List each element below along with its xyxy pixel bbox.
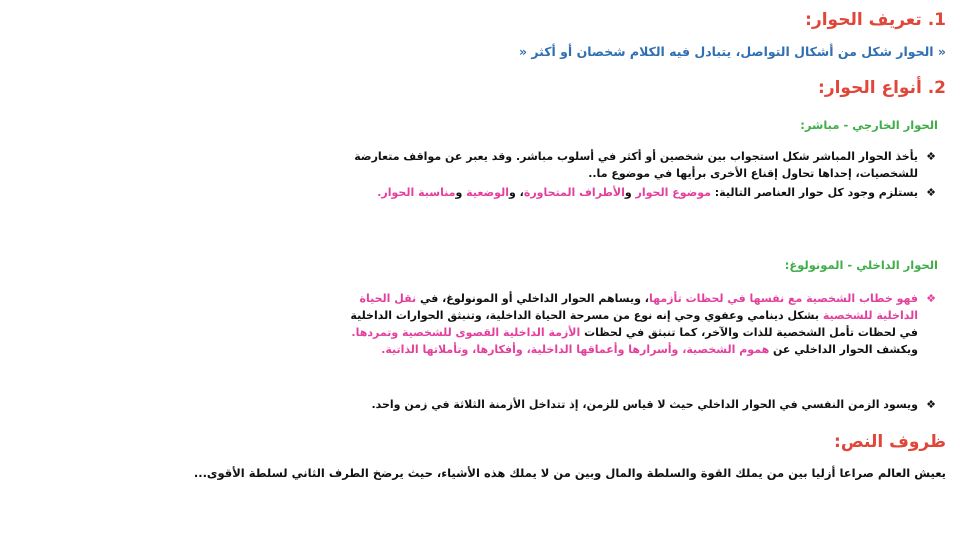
highlight-text: هموم الشخصية، وأسرارها وأعماقها الداخلية، وأفكارها، وتأملاتها الذاتية. — [381, 343, 770, 356]
circumstances-text: يعيش العالم صراعا أزليا بين من يملك القوة والسلطة والمال وبين من لا يملك هذه الأشياء، حيث يرضخ الطرف الثاني لسلطة الأقوى... — [193, 466, 946, 480]
bullet-text: ويكشف الحوار الداخلي عن — [769, 343, 918, 356]
dialogue-definition: « الحوار شكل من أشكال التواصل، يتبادل فيه الكلام شخصان أو أكثر « — [518, 44, 946, 59]
subheading-external-dialogue: الحوار الخارجي - مباشر: — [800, 118, 938, 132]
separator: و — [624, 186, 636, 199]
bullet-text: في لحظات تأمل الشخصية للذات والآخر، كما تنبثق في لحظات — [580, 326, 918, 339]
bullet-marker-icon: ❖ — [926, 186, 936, 199]
subheading-internal-dialogue: الحوار الداخلي - المونولوغ: — [784, 258, 938, 272]
bullet-external-2 — [377, 184, 938, 201]
heading-dialogue-definition: 1. تعريف الحوار: — [805, 10, 946, 30]
bullet-external-1 — [354, 148, 938, 182]
bullet-line: يأخذ الحوار المباشر شكل استجواب بين شخصين أو أكثر في أسلوب مباشر. وقد يعبر عن مواقف متعارضة — [354, 150, 918, 163]
separator: ، و — [508, 186, 524, 199]
bullet-text: بشكل دينامي وعفوي وحي إنه نوع من مسرحة الحياة الداخلية، وتنبثق الحوارات الداخلية — [350, 309, 823, 322]
highlight-text: الأزمة الداخلية القصوى للشخصية وتمردها. — [351, 326, 581, 339]
bullet-line: للشخصيات، إحداها تحاول إقناع الأخرى برأيها في موضوع ما.. — [588, 167, 918, 180]
highlight-parties: الأطراف المتحاورة — [523, 186, 625, 199]
highlight-text: فهو خطاب الشخصية مع نفسها في لحظات تأزمها — [648, 292, 918, 305]
heading-dialogue-types: 2. أنواع الحوار: — [818, 78, 946, 98]
bullet-text: يستلزم وجود كل حوار العناصر التالية: — [710, 186, 918, 199]
bullet-internal-1 — [350, 290, 938, 358]
bullet-internal-2 — [371, 396, 938, 413]
highlight-occasion: مناسبة الحوار. — [377, 186, 456, 199]
bullet-marker-icon: ❖ — [926, 150, 936, 163]
highlight-text: نقل الحياة — [359, 292, 417, 305]
bullet-marker-icon: ❖ — [926, 398, 936, 411]
bullet-text: ، ويساهم الحوار الداخلي أو المونولوغ، في — [416, 292, 649, 305]
separator: و — [455, 186, 467, 199]
highlight-topic: موضوع الحوار — [635, 186, 711, 199]
bullet-text: ويسود الزمن النفسي في الحوار الداخلي حيث لا قياس للزمن، إذ تتداخل الأزمنة الثلاثة في زمن واحد. — [371, 398, 918, 411]
heading-text-circumstances: ظروف النص: — [834, 432, 946, 452]
bullet-marker-icon: ❖ — [926, 292, 936, 305]
highlight-situation: الوضعية — [466, 186, 509, 199]
highlight-text: الداخلية للشخصية — [822, 309, 918, 322]
